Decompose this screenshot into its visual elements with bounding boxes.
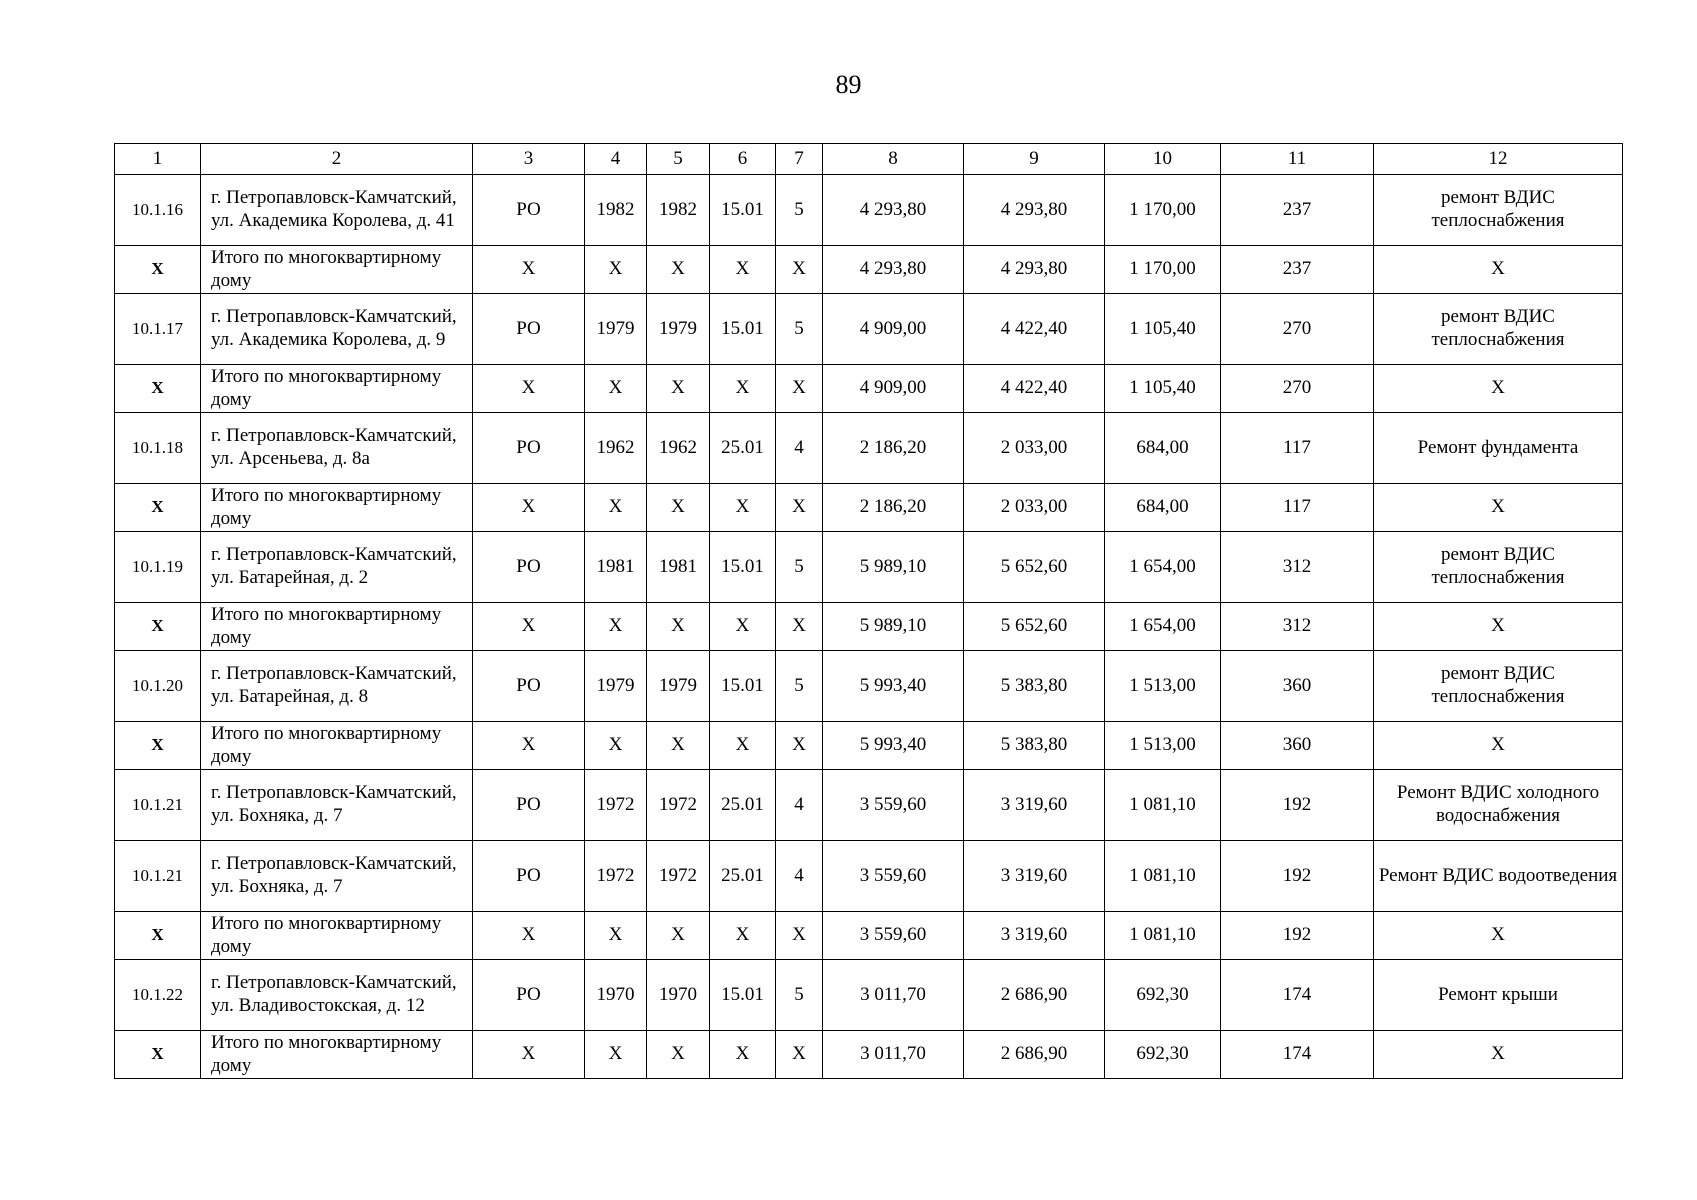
cell-col-10: 1 654,00 (1105, 532, 1221, 603)
column-header-8: 8 (823, 144, 964, 175)
column-header-2: 2 (201, 144, 473, 175)
cell-col-9: 3 319,60 (964, 841, 1105, 912)
cell-col-9: 4 422,40 (964, 294, 1105, 365)
cell-col-11: 312 (1221, 603, 1374, 651)
cell-col-3: X (473, 246, 585, 294)
cell-col-8: 2 186,20 (823, 484, 964, 532)
cell-col-8: 4 909,00 (823, 294, 964, 365)
cell-col-7: X (776, 603, 823, 651)
cell-col-5: 1981 (647, 532, 710, 603)
cell-col-7: 5 (776, 651, 823, 722)
total-row (115, 722, 1623, 770)
cell-col-5: 1972 (647, 841, 710, 912)
column-header-9: 9 (964, 144, 1105, 175)
cell-col-6: X (710, 484, 776, 532)
cell-col-3: РО (473, 294, 585, 365)
cell-col-3: РО (473, 413, 585, 484)
cell-col-1: X (115, 1031, 201, 1079)
cell-col-5: X (647, 912, 710, 960)
cell-col-2: г. Петропавловск-Камчатский, ул. Бохняка, д. 7 (201, 841, 473, 912)
cell-col-5: 1972 (647, 770, 710, 841)
cell-col-6: 25.01 (710, 841, 776, 912)
cell-col-10: 1 081,10 (1105, 912, 1221, 960)
cell-col-2: г. Петропавловск-Камчатский, ул. Батарейная, д. 2 (201, 532, 473, 603)
cell-col-3: X (473, 1031, 585, 1079)
cell-col-9: 5 652,60 (964, 532, 1105, 603)
cell-col-6: 15.01 (710, 175, 776, 246)
cell-col-5: 1979 (647, 294, 710, 365)
cell-col-3: РО (473, 651, 585, 722)
cell-col-11: 312 (1221, 532, 1374, 603)
cell-col-6: X (710, 722, 776, 770)
cell-col-3: РО (473, 960, 585, 1031)
cell-col-10: 692,30 (1105, 960, 1221, 1031)
table-row (115, 841, 1623, 912)
cell-col-4: 1970 (585, 960, 647, 1031)
cell-col-5: X (647, 365, 710, 413)
cell-col-11: 360 (1221, 651, 1374, 722)
cell-col-12: ремонт ВДИС теплоснабжения (1374, 175, 1623, 246)
cell-col-10: 692,30 (1105, 1031, 1221, 1079)
cell-col-5: X (647, 484, 710, 532)
table-body (115, 175, 1623, 1079)
column-header-1: 1 (115, 144, 201, 175)
cell-col-2: Итого по многоквартирному дому (201, 603, 473, 651)
cell-col-1: 10.1.22 (115, 960, 201, 1031)
cell-col-5: 1970 (647, 960, 710, 1031)
cell-col-7: X (776, 912, 823, 960)
cell-col-9: 4 422,40 (964, 365, 1105, 413)
cell-col-8: 4 293,80 (823, 246, 964, 294)
cell-col-11: 174 (1221, 960, 1374, 1031)
cell-col-9: 4 293,80 (964, 246, 1105, 294)
repair-program-table (114, 143, 1623, 1079)
table-row (115, 175, 1623, 246)
cell-col-1: 10.1.21 (115, 770, 201, 841)
cell-col-9: 3 319,60 (964, 770, 1105, 841)
cell-col-9: 5 383,80 (964, 722, 1105, 770)
cell-col-4: X (585, 1031, 647, 1079)
cell-col-8: 3 011,70 (823, 1031, 964, 1079)
cell-col-4: X (585, 722, 647, 770)
cell-col-1: X (115, 365, 201, 413)
table-row (115, 294, 1623, 365)
page-number: 89 (835, 70, 862, 99)
cell-col-8: 3 011,70 (823, 960, 964, 1031)
cell-col-10: 1 105,40 (1105, 294, 1221, 365)
cell-col-5: 1982 (647, 175, 710, 246)
cell-col-8: 5 993,40 (823, 651, 964, 722)
total-row (115, 1031, 1623, 1079)
cell-col-2: г. Петропавловск-Камчатский, ул. Бохняка, д. 7 (201, 770, 473, 841)
cell-col-6: X (710, 912, 776, 960)
total-row (115, 603, 1623, 651)
cell-col-7: X (776, 246, 823, 294)
column-header-4: 4 (585, 144, 647, 175)
cell-col-10: 1 170,00 (1105, 175, 1221, 246)
cell-col-4: 1979 (585, 294, 647, 365)
cell-col-6: 25.01 (710, 413, 776, 484)
cell-col-2: г. Петропавловск-Камчатский, ул. Батарейная, д. 8 (201, 651, 473, 722)
cell-col-1: 10.1.18 (115, 413, 201, 484)
header-row (115, 144, 1623, 175)
cell-col-3: X (473, 365, 585, 413)
cell-col-2: Итого по многоквартирному дому (201, 484, 473, 532)
cell-col-7: 4 (776, 413, 823, 484)
cell-col-10: 1 170,00 (1105, 246, 1221, 294)
cell-col-3: РО (473, 175, 585, 246)
cell-col-9: 2 033,00 (964, 484, 1105, 532)
cell-col-10: 1 081,10 (1105, 770, 1221, 841)
cell-col-6: X (710, 1031, 776, 1079)
cell-col-1: X (115, 603, 201, 651)
cell-col-1: X (115, 722, 201, 770)
cell-col-12: ремонт ВДИС теплоснабжения (1374, 532, 1623, 603)
cell-col-3: X (473, 912, 585, 960)
table-row (115, 413, 1623, 484)
column-header-6: 6 (710, 144, 776, 175)
cell-col-1: 10.1.19 (115, 532, 201, 603)
cell-col-4: X (585, 365, 647, 413)
cell-col-7: 4 (776, 770, 823, 841)
cell-col-11: 237 (1221, 246, 1374, 294)
cell-col-6: X (710, 603, 776, 651)
cell-col-1: 10.1.21 (115, 841, 201, 912)
cell-col-2: г. Петропавловск-Камчатский, ул. Арсеньева, д. 8а (201, 413, 473, 484)
cell-col-2: Итого по многоквартирному дому (201, 365, 473, 413)
cell-col-7: 5 (776, 175, 823, 246)
table-header (115, 144, 1623, 175)
total-row (115, 484, 1623, 532)
cell-col-9: 5 383,80 (964, 651, 1105, 722)
cell-col-7: X (776, 484, 823, 532)
cell-col-11: 192 (1221, 770, 1374, 841)
table-row (115, 532, 1623, 603)
cell-col-6: 15.01 (710, 532, 776, 603)
cell-col-2: Итого по многоквартирному дому (201, 912, 473, 960)
cell-col-5: X (647, 246, 710, 294)
column-header-10: 10 (1105, 144, 1221, 175)
cell-col-2: г. Петропавловск-Камчатский, ул. Владивостокская, д. 12 (201, 960, 473, 1031)
cell-col-1: X (115, 484, 201, 532)
cell-col-4: X (585, 912, 647, 960)
table-row (115, 960, 1623, 1031)
total-row (115, 246, 1623, 294)
cell-col-10: 684,00 (1105, 484, 1221, 532)
cell-col-11: 360 (1221, 722, 1374, 770)
cell-col-12: X (1374, 246, 1623, 294)
cell-col-12: Ремонт ВДИС холодного водоснабжения (1374, 770, 1623, 841)
cell-col-12: X (1374, 722, 1623, 770)
cell-col-11: 117 (1221, 413, 1374, 484)
cell-col-5: 1962 (647, 413, 710, 484)
cell-col-7: 5 (776, 294, 823, 365)
cell-col-1: 10.1.20 (115, 651, 201, 722)
column-header-3: 3 (473, 144, 585, 175)
cell-col-12: Ремонт крыши (1374, 960, 1623, 1031)
cell-col-11: 270 (1221, 294, 1374, 365)
cell-col-3: X (473, 722, 585, 770)
cell-col-2: г. Петропавловск-Камчатский, ул. Академика Королева, д. 41 (201, 175, 473, 246)
cell-col-1: X (115, 246, 201, 294)
cell-col-4: 1982 (585, 175, 647, 246)
cell-col-11: 270 (1221, 365, 1374, 413)
cell-col-6: X (710, 365, 776, 413)
cell-col-4: 1979 (585, 651, 647, 722)
cell-col-6: 25.01 (710, 770, 776, 841)
cell-col-12: X (1374, 365, 1623, 413)
cell-col-11: 117 (1221, 484, 1374, 532)
column-header-11: 11 (1221, 144, 1374, 175)
cell-col-3: X (473, 603, 585, 651)
cell-col-4: X (585, 484, 647, 532)
cell-col-5: 1979 (647, 651, 710, 722)
cell-col-7: 5 (776, 960, 823, 1031)
cell-col-10: 1 654,00 (1105, 603, 1221, 651)
cell-col-9: 2 033,00 (964, 413, 1105, 484)
cell-col-4: 1981 (585, 532, 647, 603)
column-header-7: 7 (776, 144, 823, 175)
cell-col-6: 15.01 (710, 294, 776, 365)
cell-col-3: РО (473, 532, 585, 603)
cell-col-8: 5 993,40 (823, 722, 964, 770)
cell-col-2: Итого по многоквартирному дому (201, 246, 473, 294)
cell-col-7: X (776, 722, 823, 770)
cell-col-2: г. Петропавловск-Камчатский, ул. Академика Королева, д. 9 (201, 294, 473, 365)
cell-col-5: X (647, 603, 710, 651)
cell-col-11: 174 (1221, 1031, 1374, 1079)
cell-col-12: X (1374, 912, 1623, 960)
cell-col-10: 1 513,00 (1105, 651, 1221, 722)
cell-col-3: X (473, 484, 585, 532)
cell-col-8: 5 989,10 (823, 603, 964, 651)
cell-col-4: 1962 (585, 413, 647, 484)
cell-col-4: X (585, 603, 647, 651)
cell-col-7: 5 (776, 532, 823, 603)
cell-col-1: 10.1.16 (115, 175, 201, 246)
cell-col-3: РО (473, 770, 585, 841)
cell-col-7: X (776, 365, 823, 413)
cell-col-2: Итого по многоквартирному дому (201, 1031, 473, 1079)
cell-col-10: 1 105,40 (1105, 365, 1221, 413)
column-header-5: 5 (647, 144, 710, 175)
cell-col-3: РО (473, 841, 585, 912)
table-row (115, 651, 1623, 722)
cell-col-9: 2 686,90 (964, 1031, 1105, 1079)
cell-col-11: 237 (1221, 175, 1374, 246)
cell-col-12: ремонт ВДИС теплоснабжения (1374, 651, 1623, 722)
cell-col-4: 1972 (585, 770, 647, 841)
cell-col-1: 10.1.17 (115, 294, 201, 365)
cell-col-8: 3 559,60 (823, 841, 964, 912)
cell-col-4: X (585, 246, 647, 294)
cell-col-10: 684,00 (1105, 413, 1221, 484)
cell-col-12: X (1374, 484, 1623, 532)
cell-col-12: Ремонт фундамента (1374, 413, 1623, 484)
cell-col-12: ремонт ВДИС теплоснабжения (1374, 294, 1623, 365)
cell-col-8: 4 293,80 (823, 175, 964, 246)
cell-col-9: 3 319,60 (964, 912, 1105, 960)
cell-col-10: 1 081,10 (1105, 841, 1221, 912)
cell-col-12: X (1374, 1031, 1623, 1079)
cell-col-5: X (647, 722, 710, 770)
cell-col-11: 192 (1221, 841, 1374, 912)
total-row (115, 912, 1623, 960)
cell-col-6: X (710, 246, 776, 294)
cell-col-4: 1972 (585, 841, 647, 912)
cell-col-12: X (1374, 603, 1623, 651)
cell-col-9: 2 686,90 (964, 960, 1105, 1031)
cell-col-6: 15.01 (710, 651, 776, 722)
table-row (115, 770, 1623, 841)
cell-col-8: 4 909,00 (823, 365, 964, 413)
total-row (115, 365, 1623, 413)
cell-col-1: X (115, 912, 201, 960)
cell-col-9: 4 293,80 (964, 175, 1105, 246)
cell-col-11: 192 (1221, 912, 1374, 960)
cell-col-7: X (776, 1031, 823, 1079)
cell-col-6: 15.01 (710, 960, 776, 1031)
cell-col-5: X (647, 1031, 710, 1079)
cell-col-2: Итого по многоквартирному дому (201, 722, 473, 770)
cell-col-10: 1 513,00 (1105, 722, 1221, 770)
column-header-12: 12 (1374, 144, 1623, 175)
cell-col-12: Ремонт ВДИС водоотведения (1374, 841, 1623, 912)
cell-col-8: 5 989,10 (823, 532, 964, 603)
cell-col-7: 4 (776, 841, 823, 912)
cell-col-8: 3 559,60 (823, 912, 964, 960)
cell-col-8: 2 186,20 (823, 413, 964, 484)
cell-col-8: 3 559,60 (823, 770, 964, 841)
cell-col-9: 5 652,60 (964, 603, 1105, 651)
